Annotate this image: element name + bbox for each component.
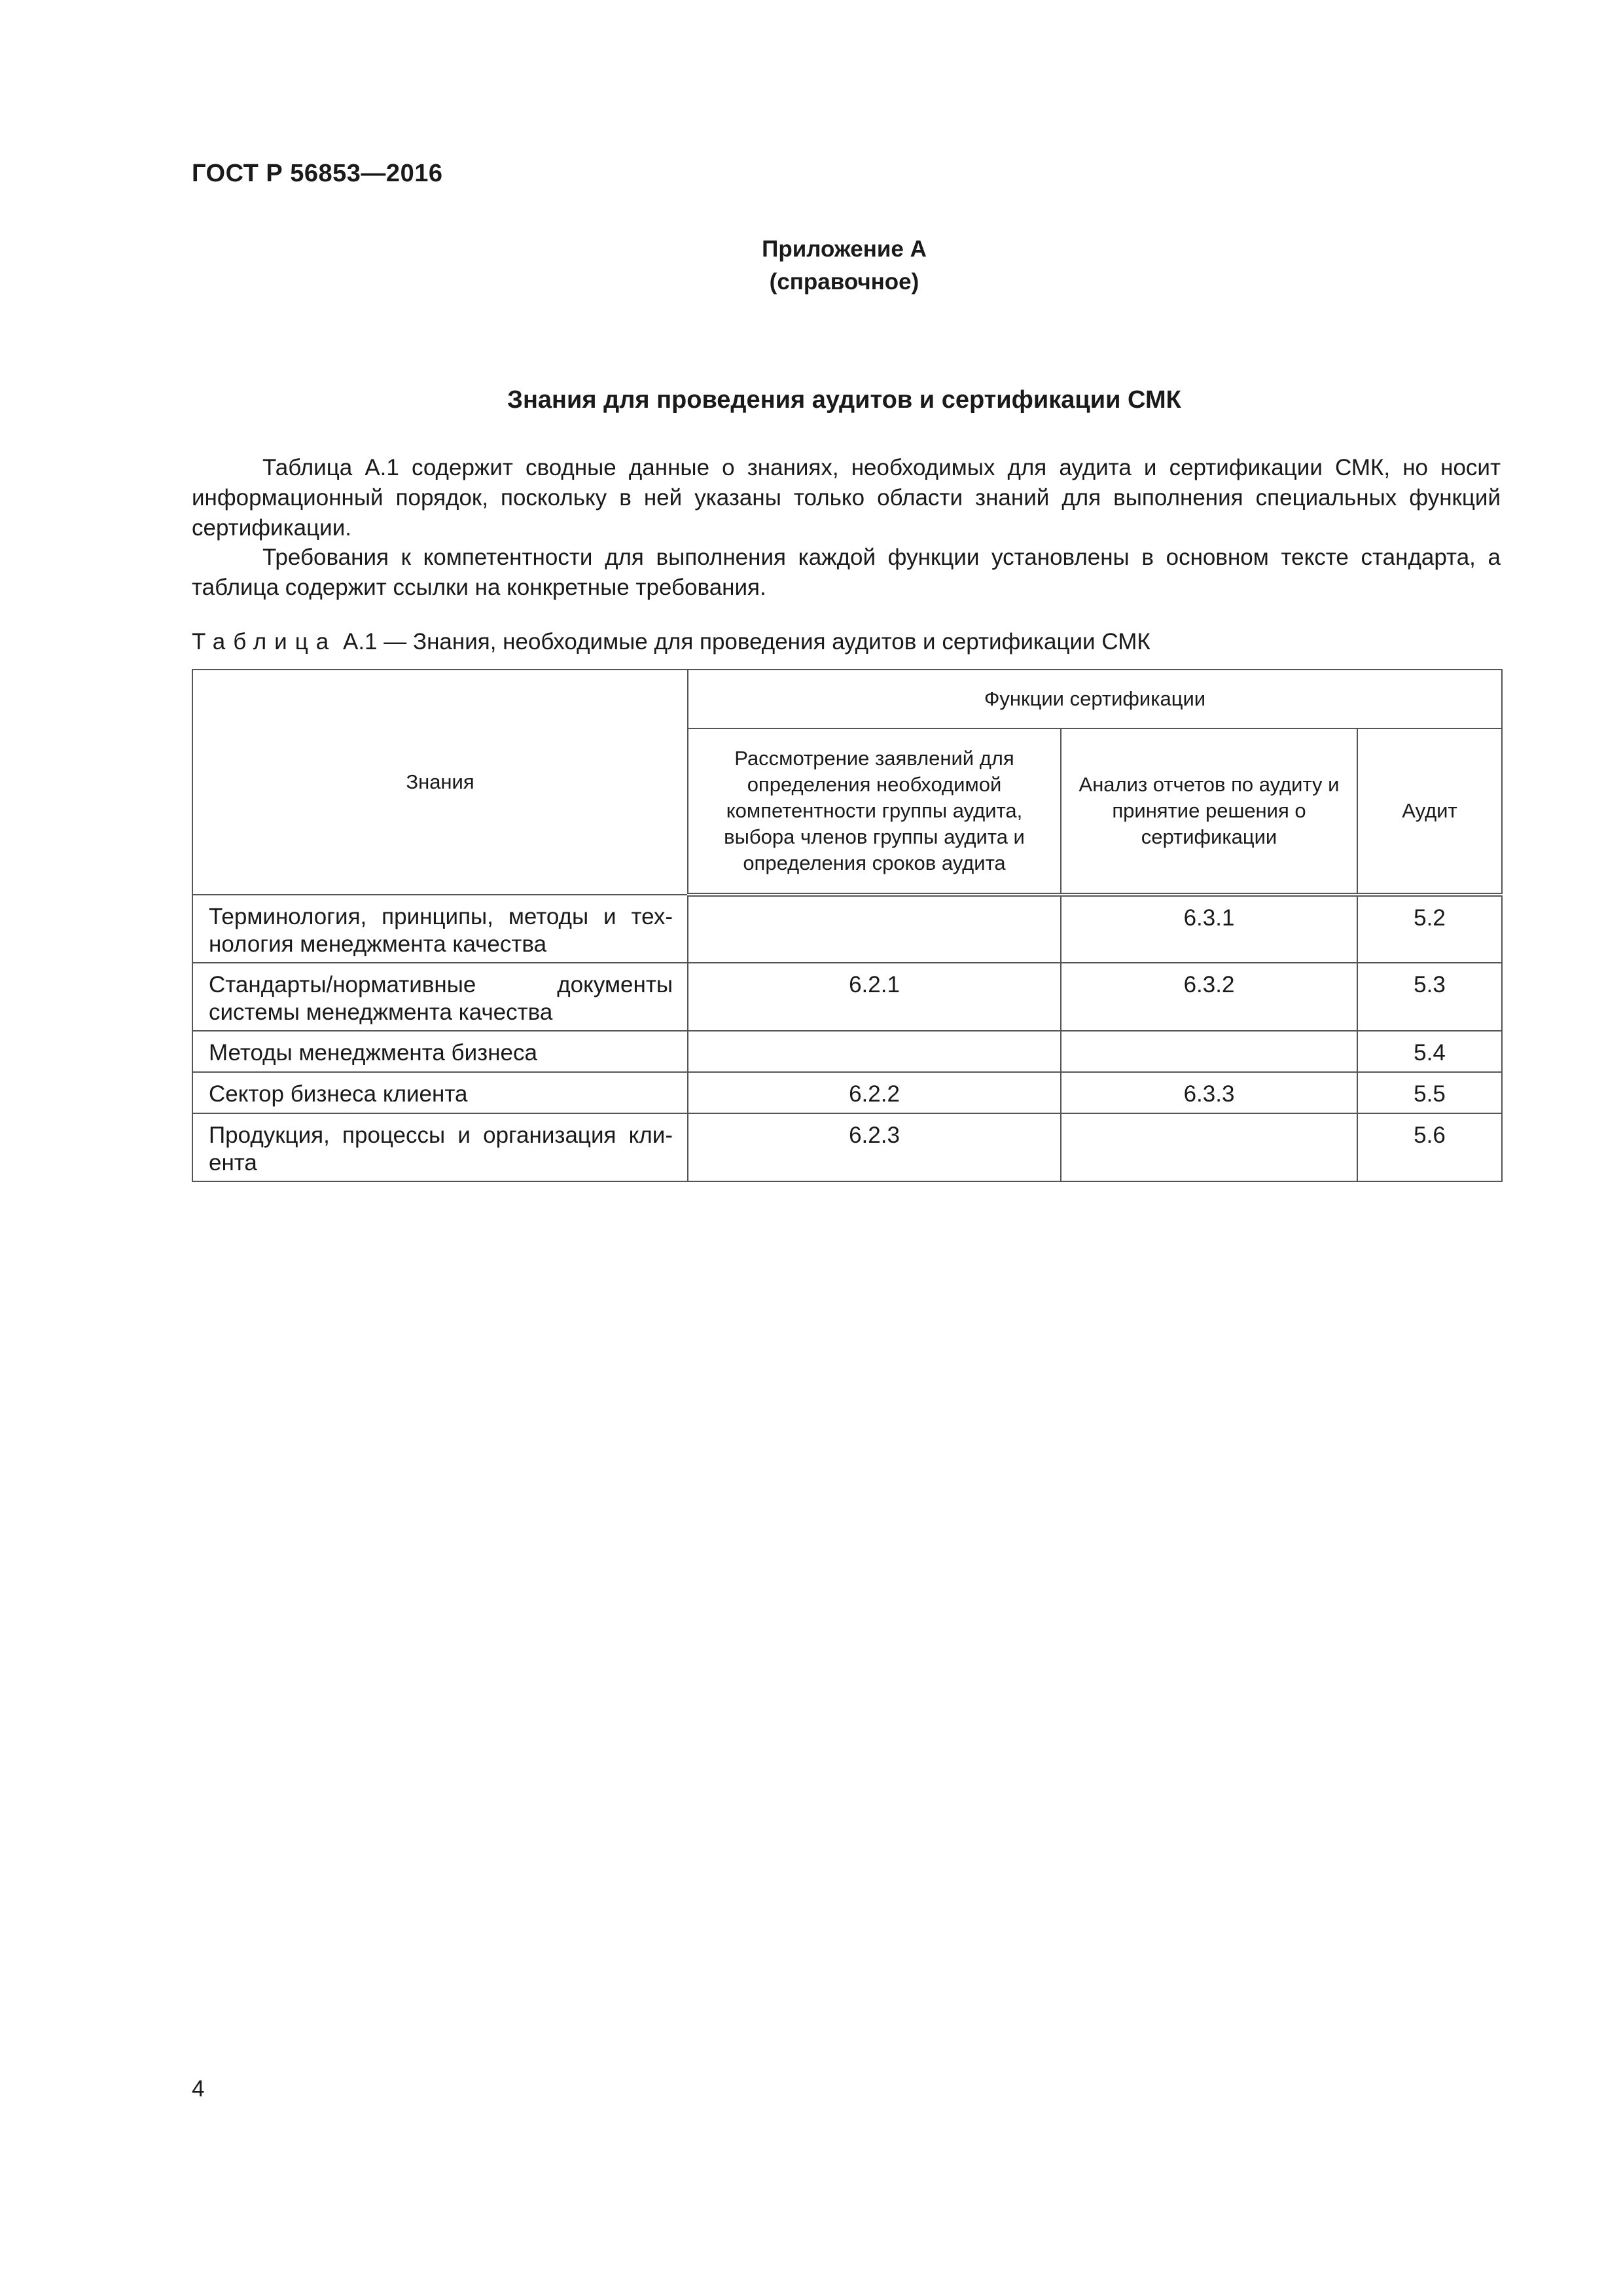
cell-audit: 5.2 [1357, 895, 1502, 963]
annex-status: (справочное) [769, 269, 919, 295]
cell-application: 6.2.2 [688, 1072, 1061, 1113]
table-caption-label: Таблица [192, 629, 337, 655]
cell-knowledge: Стандарты/нормативные документы системы менеджмента качества [192, 963, 688, 1031]
cell-knowledge: Сектор бизнеса клиента [192, 1072, 688, 1113]
cell-audit: 5.4 [1357, 1031, 1502, 1072]
cell-audit: 5.5 [1357, 1072, 1502, 1113]
annex-heading [0, 233, 1623, 298]
cell-application: 6.2.3 [688, 1113, 1061, 1181]
cell-application: 6.2.1 [688, 963, 1061, 1031]
header-functions: Функции сертификации [688, 670, 1502, 728]
header-analysis: Анализ отчетов по аудиту и принятие решения о сертификации [1061, 728, 1357, 895]
table-row [192, 1031, 1502, 1072]
cell-knowledge: Методы менеджмента бизнеса [192, 1031, 688, 1072]
cell-analysis [1061, 1113, 1357, 1181]
knowledge-table [192, 669, 1503, 1182]
cell-analysis: 6.3.3 [1061, 1072, 1357, 1113]
cell-application [688, 895, 1061, 963]
cell-audit: 5.6 [1357, 1113, 1502, 1181]
paragraph-2: Требования к компетентности для выполнения каждой функции установлены в основном тексте стандарта, а таблица содержит ссылки на конкретные требования. [192, 545, 1501, 600]
cell-knowledge: Продукция, процессы и организация клиента [192, 1113, 688, 1181]
document-code: ГОСТ Р 56853—2016 [192, 160, 443, 187]
table-row [192, 1072, 1502, 1113]
table-caption-text: А.1 — Знания, необходимые для проведения аудитов и сертификации СМК [342, 629, 1150, 655]
cell-application [688, 1031, 1061, 1072]
cell-audit: 5.3 [1357, 963, 1502, 1031]
annex-title: Приложение А [762, 236, 927, 262]
cell-analysis: 6.3.1 [1061, 895, 1357, 963]
table-row [192, 963, 1502, 1031]
section-title: Знания для проведения аудитов и сертификации СМК [507, 386, 1181, 414]
table-row [192, 1113, 1502, 1181]
page-number: 4 [192, 2076, 205, 2102]
cell-analysis: 6.3.2 [1061, 963, 1357, 1031]
header-audit: Аудит [1357, 728, 1502, 895]
cell-knowledge: Терминология, принципы, методы и технология менеджмента качества [192, 895, 688, 963]
table-row [192, 895, 1502, 963]
header-knowledge: Знания [192, 670, 688, 895]
table-caption [192, 627, 1150, 657]
header-application: Рассмотрение заявлений для определения необходимой компетентности группы аудита, выбора членов группы аудита и определения сроков аудита [688, 728, 1061, 895]
paragraph-1: Таблица А.1 содержит сводные данные о знаниях, необходимых для аудита и сертификации СМК, но носит информационный порядок, поскольку в ней указаны только области знаний для выполнения специальных функций сертификации. [192, 455, 1501, 541]
cell-analysis [1061, 1031, 1357, 1072]
